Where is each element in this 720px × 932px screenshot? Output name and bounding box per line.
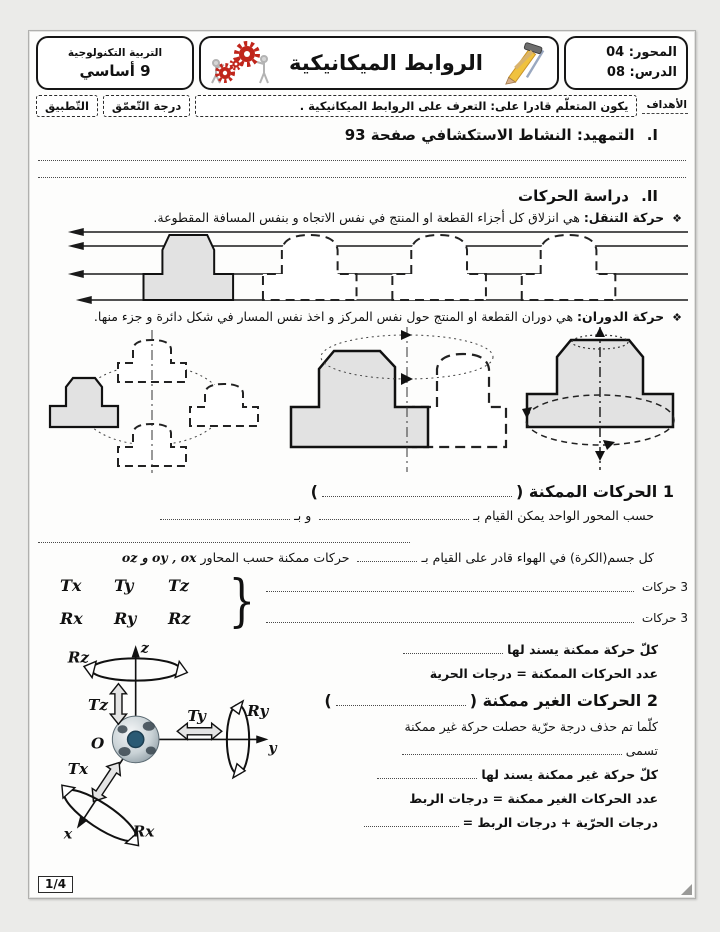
objectives-row <box>36 95 688 117</box>
blank-fill <box>266 579 634 592</box>
title-box <box>199 36 559 90</box>
movement-matrix-block <box>36 569 688 634</box>
section-intro-title: التمهيد: النشاط الاستكشافي صفحة 93 <box>344 126 635 144</box>
matrix-Ry: Ry <box>114 609 137 628</box>
section-study-title: دراسة الحركات <box>518 187 629 205</box>
rotation-diagram-spin <box>519 327 684 475</box>
rotation-definition-line <box>36 309 682 324</box>
rotation-count: 3 حركات <box>641 611 688 625</box>
possible-title: الحركات الممكنة <box>528 482 658 501</box>
paren-open: ( <box>515 482 524 501</box>
header <box>36 36 688 90</box>
rotation-term: حركة الدوران: <box>577 309 665 324</box>
free-body-text: كل جسم(الكرة) في الهواء قادر على القيام بـ <box>421 550 654 565</box>
possible-assign-text: كلّ حركة ممكنة يسند لها <box>507 642 658 657</box>
page-number: 1/4 <box>38 876 73 893</box>
section-intro-numeral: I. <box>646 126 658 144</box>
left-arrowheads <box>68 228 92 304</box>
objectives-goal-box: يكون المتعلّم قادرا على: التعرف على الروابط الميكانيكية . <box>195 95 637 117</box>
ty-label: Ty <box>187 707 206 726</box>
matrix-Ty: Ty <box>114 576 134 595</box>
blank-fill <box>319 509 469 520</box>
paren-close: ) <box>310 482 318 501</box>
possible-movements-heading <box>36 482 674 501</box>
blank-fill <box>336 695 466 706</box>
blank-line <box>38 147 686 161</box>
ghost-parts <box>118 340 258 466</box>
rx-label: Rx <box>132 822 155 841</box>
translation-term: حركة التنقل: <box>583 210 665 225</box>
impossible-equation1-line: عدد الحركات الغير ممكنة = درجات الربط <box>409 791 658 806</box>
axes-lines <box>82 655 258 821</box>
page-title: الروابط الميكانيكية <box>289 51 483 75</box>
bottom-section <box>36 633 688 861</box>
blank-fill <box>402 744 622 755</box>
gears-icon <box>209 40 271 86</box>
tz-label: Tz <box>88 696 108 715</box>
rotation-diagram-swing <box>285 327 510 475</box>
impossible-movements-heading <box>286 691 658 710</box>
rz-label: Rz <box>67 648 90 667</box>
tz-arrow <box>110 684 126 725</box>
lesson-label: الدرس: 08 <box>606 65 677 80</box>
worksheet-page <box>28 30 696 899</box>
module-label: المحور: 04 <box>606 44 677 60</box>
axis-capability-text-a: حسب المحور الواحد يمكن القيام بـ <box>473 508 654 523</box>
movement-counts <box>260 579 688 625</box>
section-intro-heading <box>36 126 658 144</box>
diamond-bullet-icon: ❖ <box>672 311 682 324</box>
matrix-brace: } <box>228 569 256 634</box>
blank-line <box>38 164 686 178</box>
application-box: التّطبيق <box>36 95 98 117</box>
rotation-diagrams-row <box>36 325 688 475</box>
module-lesson-box <box>564 36 688 90</box>
impossible-title: الحركات الغير ممكنة <box>482 691 642 710</box>
sum-equation-text: درجات الحرّية + درجات الربط = <box>462 815 658 830</box>
six-dof-diagram <box>36 633 286 861</box>
impossible-named-line <box>286 743 658 758</box>
subject-label: التربية التكنولوجية <box>67 46 163 59</box>
matrix-Tz: Tz <box>168 576 189 595</box>
impossible-number: 2 <box>646 691 658 710</box>
blank-fill <box>377 768 477 779</box>
origin-label: O <box>91 734 105 753</box>
translated-part-ghost-2 <box>392 235 486 300</box>
corner-mark <box>681 884 692 895</box>
blank-fill <box>357 551 417 562</box>
translation-count-line <box>260 579 688 594</box>
ry-label: Ry <box>247 702 269 721</box>
blank-fill <box>266 610 634 623</box>
solid-part <box>50 378 118 427</box>
translation-diagram <box>36 226 688 304</box>
translated-part-ghost-3 <box>522 235 616 300</box>
free-body-line <box>36 550 654 565</box>
blank-fill <box>364 816 459 827</box>
path-arrowheads <box>401 330 413 385</box>
z-axis-label: z <box>140 640 149 657</box>
blank-fill <box>160 509 290 520</box>
worker-right <box>257 56 268 83</box>
diamond-bullet-icon: ❖ <box>672 212 682 225</box>
possible-number: 1 <box>662 482 674 501</box>
paren-close: ) <box>324 691 332 710</box>
possible-equation-line: عدد الحركات الممكنة = درجات الحرية <box>429 666 658 681</box>
axis-capability-line <box>36 508 654 523</box>
x-axis-label: x <box>63 826 73 843</box>
tx-arrow <box>87 758 126 806</box>
blank-fill <box>322 486 512 497</box>
section-study-numeral: II. <box>641 187 658 205</box>
rotation-count-line <box>260 610 688 625</box>
subject-grade-box <box>36 36 194 90</box>
possible-assign-line <box>286 642 658 657</box>
named-label: تسمى <box>625 743 658 758</box>
matrix-Rx: Rx <box>60 609 83 628</box>
translation-definition-line <box>36 210 682 225</box>
rotation-text: هي دوران القطعة او المنتج حول نفس المركز و اخذ نفس المسار في شكل دائرة و جزء منها. <box>93 309 574 324</box>
bottom-texts <box>286 633 688 861</box>
gear-large <box>237 44 258 65</box>
y-axis-label: y <box>268 740 277 757</box>
blank-fill <box>403 643 503 654</box>
paren-open: ( <box>469 691 478 710</box>
axis-capability-text-b: و بـ <box>294 508 312 523</box>
translation-count: 3 حركات <box>641 580 688 594</box>
impossible-assign-line <box>286 767 658 782</box>
dof-matrix <box>60 576 222 628</box>
ty-arrow <box>177 723 222 739</box>
matrix-wrap <box>36 569 260 634</box>
rotation-diagram-orbit <box>40 327 275 475</box>
depth-box: درجة التّعمّق <box>103 95 190 117</box>
matrix-Rz: Rz <box>168 609 191 628</box>
section-study-heading <box>36 187 658 205</box>
blank-line <box>38 529 410 543</box>
impossible-equation2-line <box>286 815 658 830</box>
tx-label: Tx <box>67 759 89 778</box>
axis-figure <box>36 633 286 861</box>
axes-caption: حركات ممكنة حسب المحاور <box>200 550 350 565</box>
tools-icon <box>501 41 549 85</box>
solid-part <box>144 235 234 300</box>
translation-text: هي انزلاق كل أجزاء القطعة او المنتج في نفس الاتجاه و بنفس المسافة المقطوعة. <box>153 210 580 225</box>
grade-label: 9 أساسي <box>79 61 151 80</box>
axes-names: ox ‏, oy و oz <box>121 550 197 565</box>
axes-arrowheads <box>77 645 269 828</box>
matrix-Tx: Tx <box>60 576 82 595</box>
objectives-label: الأهداف <box>642 99 688 114</box>
translated-part-ghost-1 <box>263 235 357 300</box>
impossible-explain-line: كلّما تم حذف درجة حرّية حصلت حركة غير ممكنة <box>404 719 658 734</box>
impossible-assign-text: كلّ حركة غير ممكنة يسند لها <box>481 767 658 782</box>
